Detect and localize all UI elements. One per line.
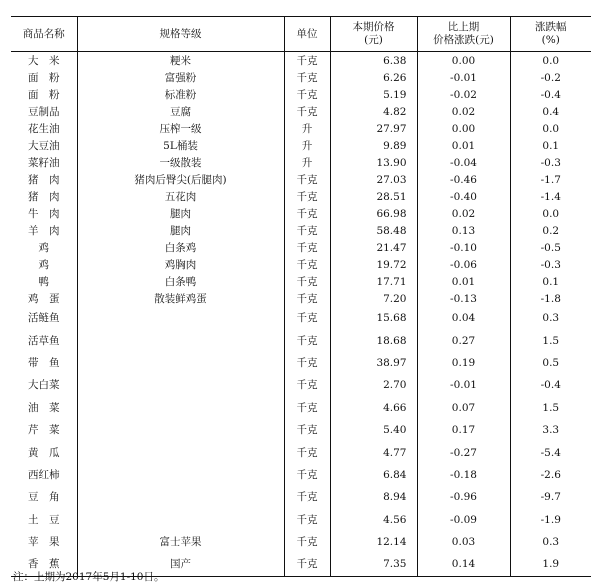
cell-name: 苹 果 bbox=[28, 536, 60, 549]
cell-spec: 鸡胸肉 bbox=[77, 256, 284, 273]
table-row bbox=[11, 290, 591, 307]
table-row bbox=[11, 154, 591, 171]
cell-name: 牛 肉 bbox=[28, 207, 60, 220]
table-row bbox=[11, 103, 591, 120]
cell-change: -0.40 bbox=[417, 188, 510, 205]
cell-name: 油 菜 bbox=[28, 401, 60, 414]
cell-unit: 千克 bbox=[284, 553, 330, 576]
cell-price: 28.51 bbox=[330, 188, 417, 205]
cell-price: 9.89 bbox=[330, 137, 417, 154]
cell-pct: -5.4 bbox=[510, 441, 591, 463]
cell-pct: -0.5 bbox=[510, 239, 591, 256]
table-row bbox=[11, 188, 591, 205]
cell-unit: 千克 bbox=[284, 86, 330, 103]
cell-spec bbox=[77, 464, 284, 486]
cell-change: 0.04 bbox=[417, 307, 510, 329]
cell-pct: 0.0 bbox=[510, 52, 591, 70]
table-row bbox=[11, 441, 591, 463]
cell-spec: 富士苹果 bbox=[77, 531, 284, 553]
table-row bbox=[11, 329, 591, 351]
table-row bbox=[11, 69, 591, 86]
cell-name: 鸡 bbox=[38, 241, 49, 254]
cell-pct: 0.1 bbox=[510, 137, 591, 154]
cell-spec: 五花肉 bbox=[77, 188, 284, 205]
cell-change: 0.03 bbox=[417, 531, 510, 553]
cell-unit: 千克 bbox=[284, 273, 330, 290]
cell-change: 0.00 bbox=[417, 52, 510, 70]
cell-name: 花生油 bbox=[28, 122, 60, 135]
cell-price: 6.26 bbox=[330, 69, 417, 86]
price-table bbox=[11, 16, 591, 577]
table-row bbox=[11, 273, 591, 290]
cell-pct: -0.3 bbox=[510, 154, 591, 171]
cell-spec: 粳米 bbox=[77, 52, 284, 70]
table-row bbox=[11, 419, 591, 441]
cell-spec: 一级散装 bbox=[77, 154, 284, 171]
cell-change: 0.07 bbox=[417, 397, 510, 419]
cell-price: 38.97 bbox=[330, 352, 417, 374]
cell-name: 猪 肉 bbox=[28, 190, 60, 203]
cell-change: 0.01 bbox=[417, 137, 510, 154]
cell-pct: 0.1 bbox=[510, 273, 591, 290]
table-row bbox=[11, 120, 591, 137]
cell-pct: -0.2 bbox=[510, 69, 591, 86]
cell-change: -0.10 bbox=[417, 239, 510, 256]
cell-price: 27.03 bbox=[330, 171, 417, 188]
cell-price: 5.40 bbox=[330, 419, 417, 441]
cell-spec: 豆腐 bbox=[77, 103, 284, 120]
header-pct: 涨跌幅 (%) bbox=[510, 17, 591, 52]
table-row bbox=[11, 239, 591, 256]
header-price: 本期价格 (元) bbox=[330, 17, 417, 52]
cell-unit: 千克 bbox=[284, 464, 330, 486]
cell-pct: 0.3 bbox=[510, 531, 591, 553]
cell-name: 鸭 bbox=[38, 275, 49, 288]
cell-pct: -0.4 bbox=[510, 374, 591, 396]
cell-spec bbox=[77, 329, 284, 351]
cell-name: 豆制品 bbox=[28, 105, 60, 118]
cell-name: 面 粉 bbox=[28, 88, 60, 101]
cell-spec: 标准粉 bbox=[77, 86, 284, 103]
cell-unit: 千克 bbox=[284, 397, 330, 419]
cell-price: 8.94 bbox=[330, 486, 417, 508]
cell-spec: 散装鲜鸡蛋 bbox=[77, 290, 284, 307]
cell-change: -0.01 bbox=[417, 69, 510, 86]
cell-spec: 腿肉 bbox=[77, 205, 284, 222]
cell-price: 5.19 bbox=[330, 86, 417, 103]
cell-pct: -0.3 bbox=[510, 256, 591, 273]
cell-spec bbox=[77, 419, 284, 441]
cell-change: 0.19 bbox=[417, 352, 510, 374]
table-row bbox=[11, 205, 591, 222]
cell-pct: 0.5 bbox=[510, 352, 591, 374]
cell-unit: 千克 bbox=[284, 171, 330, 188]
cell-name: 西红柿 bbox=[28, 468, 60, 481]
cell-unit: 千克 bbox=[284, 256, 330, 273]
cell-price: 6.84 bbox=[330, 464, 417, 486]
cell-name: 面 粉 bbox=[28, 71, 60, 84]
cell-unit: 千克 bbox=[284, 103, 330, 120]
cell-spec bbox=[77, 509, 284, 531]
table-header bbox=[11, 17, 591, 52]
cell-change: 0.14 bbox=[417, 553, 510, 576]
table-row bbox=[11, 52, 591, 70]
cell-pct: 0.2 bbox=[510, 222, 591, 239]
cell-price: 7.35 bbox=[330, 553, 417, 576]
cell-unit: 千克 bbox=[284, 290, 330, 307]
cell-pct: 1.5 bbox=[510, 397, 591, 419]
cell-unit: 千克 bbox=[284, 69, 330, 86]
cell-change: -0.46 bbox=[417, 171, 510, 188]
cell-name: 芹 菜 bbox=[28, 424, 60, 437]
table-row bbox=[11, 486, 591, 508]
cell-price: 4.56 bbox=[330, 509, 417, 531]
cell-name: 香 蕉 bbox=[11, 553, 77, 576]
cell-name: 猪 肉 bbox=[28, 173, 60, 186]
cell-price: 27.97 bbox=[330, 120, 417, 137]
cell-spec bbox=[77, 486, 284, 508]
cell-pct: -1.7 bbox=[510, 171, 591, 188]
cell-change: -0.18 bbox=[417, 464, 510, 486]
cell-spec: 富强粉 bbox=[77, 69, 284, 86]
header-row bbox=[11, 17, 591, 52]
cell-name: 鸡 蛋 bbox=[28, 292, 60, 305]
cell-pct: -2.6 bbox=[510, 464, 591, 486]
cell-change: -0.02 bbox=[417, 86, 510, 103]
cell-pct: 3.3 bbox=[510, 419, 591, 441]
cell-name: 豆 角 bbox=[28, 491, 60, 504]
cell-unit: 千克 bbox=[284, 188, 330, 205]
cell-unit: 千克 bbox=[284, 374, 330, 396]
cell-pct: 0.4 bbox=[510, 103, 591, 120]
cell-name: 活草鱼 bbox=[28, 334, 60, 347]
cell-price: 4.77 bbox=[330, 441, 417, 463]
header-change: 比上期 价格涨跌(元) bbox=[417, 17, 510, 52]
table-row bbox=[11, 374, 591, 396]
table-row bbox=[11, 509, 591, 531]
cell-name: 黄 瓜 bbox=[28, 446, 60, 459]
table-row bbox=[11, 531, 591, 553]
cell-pct: 0.3 bbox=[510, 307, 591, 329]
cell-unit: 千克 bbox=[284, 307, 330, 329]
cell-change: 0.00 bbox=[417, 120, 510, 137]
cell-spec: 猪肉后臀尖(后腿肉) bbox=[77, 171, 284, 188]
cell-name: 带 鱼 bbox=[28, 356, 60, 369]
cell-unit: 千克 bbox=[284, 509, 330, 531]
cell-name: 菜籽油 bbox=[28, 156, 60, 169]
cell-pct: -1.8 bbox=[510, 290, 591, 307]
table-row bbox=[11, 171, 591, 188]
table-body bbox=[11, 52, 591, 577]
cell-unit: 千克 bbox=[284, 486, 330, 508]
cell-price: 7.20 bbox=[330, 290, 417, 307]
cell-pct: -9.7 bbox=[510, 486, 591, 508]
cell-change: -0.06 bbox=[417, 256, 510, 273]
cell-spec: 腿肉 bbox=[77, 222, 284, 239]
cell-pct: 1.5 bbox=[510, 329, 591, 351]
cell-price: 66.98 bbox=[330, 205, 417, 222]
cell-price: 4.66 bbox=[330, 397, 417, 419]
cell-unit: 升 bbox=[284, 137, 330, 154]
cell-unit: 千克 bbox=[284, 329, 330, 351]
cell-price: 2.70 bbox=[330, 374, 417, 396]
cell-spec bbox=[77, 352, 284, 374]
cell-spec: 国产 bbox=[77, 553, 284, 576]
cell-unit: 升 bbox=[284, 120, 330, 137]
table-row bbox=[11, 137, 591, 154]
cell-price: 21.47 bbox=[330, 239, 417, 256]
cell-name: 大 米 bbox=[28, 54, 60, 67]
cell-unit: 升 bbox=[284, 154, 330, 171]
cell-change: -0.27 bbox=[417, 441, 510, 463]
cell-change: -0.09 bbox=[417, 509, 510, 531]
cell-spec bbox=[77, 397, 284, 419]
cell-unit: 千克 bbox=[284, 419, 330, 441]
table-row bbox=[11, 222, 591, 239]
cell-unit: 千克 bbox=[284, 441, 330, 463]
table-row bbox=[11, 86, 591, 103]
cell-change: 0.02 bbox=[417, 103, 510, 120]
cell-price: 58.48 bbox=[330, 222, 417, 239]
cell-price: 13.90 bbox=[330, 154, 417, 171]
cell-spec bbox=[77, 307, 284, 329]
cell-spec bbox=[77, 441, 284, 463]
cell-price: 4.82 bbox=[330, 103, 417, 120]
header-spec: 规格等级 bbox=[77, 17, 284, 52]
cell-spec: 压榨一级 bbox=[77, 120, 284, 137]
cell-change: 0.13 bbox=[417, 222, 510, 239]
header-unit: 单位 bbox=[284, 17, 330, 52]
price-table-container bbox=[11, 16, 591, 577]
header-name: 商品名称 bbox=[11, 17, 77, 52]
cell-unit: 千克 bbox=[284, 352, 330, 374]
cell-spec: 白条鸡 bbox=[77, 239, 284, 256]
cell-change: -0.13 bbox=[417, 290, 510, 307]
cell-spec bbox=[77, 374, 284, 396]
cell-change: -0.04 bbox=[417, 154, 510, 171]
cell-change: 0.02 bbox=[417, 205, 510, 222]
cell-price: 12.14 bbox=[330, 531, 417, 553]
cell-pct: 0.0 bbox=[510, 205, 591, 222]
cell-name: 活鲢鱼 bbox=[28, 312, 60, 325]
footnote: 注：上期为2017年5月1-10日。 bbox=[13, 571, 165, 583]
cell-price: 6.38 bbox=[330, 52, 417, 70]
cell-pct: -1.4 bbox=[510, 188, 591, 205]
cell-name: 大豆油 bbox=[28, 139, 60, 152]
cell-name: 羊 肉 bbox=[28, 224, 60, 237]
cell-change: 0.27 bbox=[417, 329, 510, 351]
cell-change: -0.01 bbox=[417, 374, 510, 396]
cell-pct: 0.0 bbox=[510, 120, 591, 137]
cell-unit: 千克 bbox=[284, 52, 330, 70]
cell-unit: 千克 bbox=[284, 239, 330, 256]
table-row bbox=[11, 352, 591, 374]
cell-price: 15.68 bbox=[330, 307, 417, 329]
cell-unit: 千克 bbox=[284, 205, 330, 222]
table-row bbox=[11, 464, 591, 486]
cell-pct: -1.9 bbox=[510, 509, 591, 531]
cell-price: 18.68 bbox=[330, 329, 417, 351]
cell-name: 大白菜 bbox=[28, 379, 60, 392]
cell-pct: 1.9 bbox=[510, 553, 591, 576]
cell-unit: 千克 bbox=[284, 222, 330, 239]
cell-spec: 白条鸭 bbox=[77, 273, 284, 290]
cell-name: 鸡 bbox=[38, 258, 49, 271]
table-row bbox=[11, 397, 591, 419]
cell-name: 土 豆 bbox=[28, 513, 60, 526]
cell-change: -0.96 bbox=[417, 486, 510, 508]
cell-unit: 千克 bbox=[284, 531, 330, 553]
cell-price: 17.71 bbox=[330, 273, 417, 290]
table-row bbox=[11, 307, 591, 329]
cell-change: 0.01 bbox=[417, 273, 510, 290]
table-row bbox=[11, 256, 591, 273]
cell-change: 0.17 bbox=[417, 419, 510, 441]
cell-spec: 5L桶装 bbox=[77, 137, 284, 154]
cell-price: 19.72 bbox=[330, 256, 417, 273]
cell-pct: -0.4 bbox=[510, 86, 591, 103]
